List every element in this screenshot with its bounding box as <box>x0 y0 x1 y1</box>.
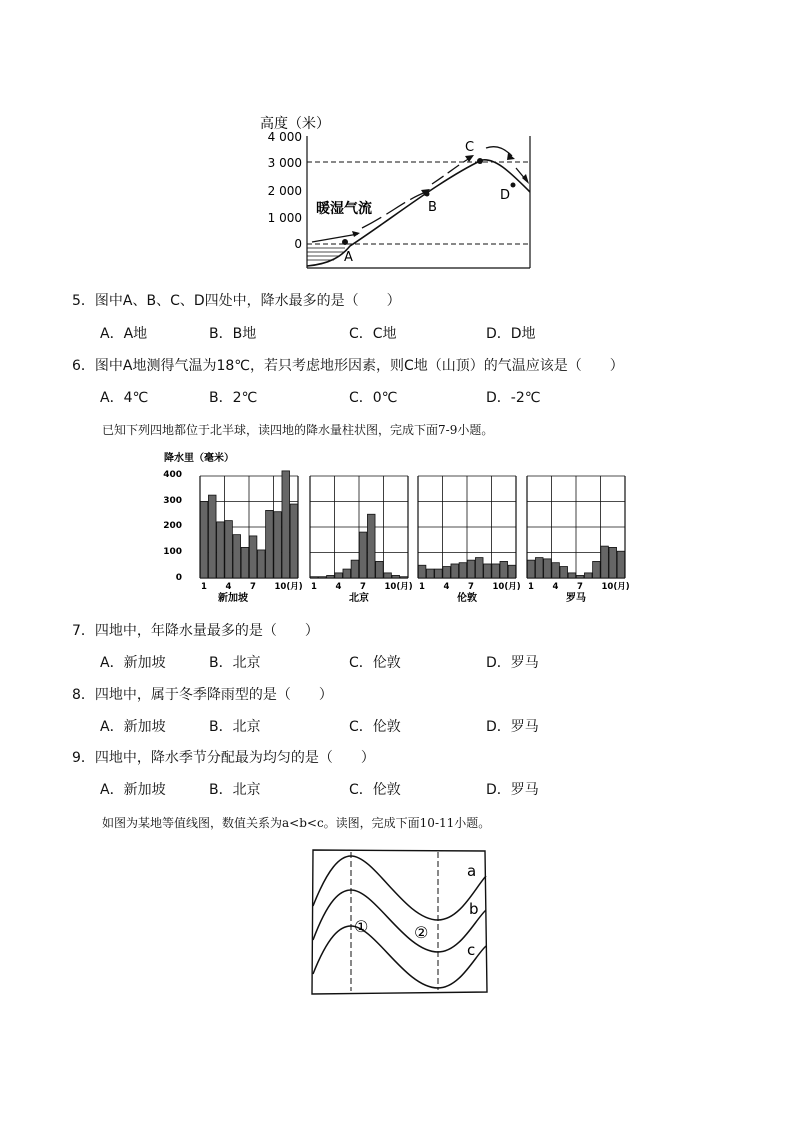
bar-1-month-3 <box>217 522 225 578</box>
q6-option-a[interactable]: A．4℃ <box>100 390 149 406</box>
isoline-c <box>313 926 486 988</box>
bar-1-month-10 <box>274 512 282 578</box>
point-c: C <box>465 140 475 155</box>
bar-4-month-2 <box>535 558 543 578</box>
bar-2-month-5 <box>343 569 351 578</box>
bar-2-month-10 <box>384 573 392 578</box>
q9-option-c[interactable]: C．伦敦 <box>349 782 401 798</box>
q9-option-b[interactable]: B．北京 <box>209 782 261 798</box>
intro-10-11: 如图为某地等值线图，数值关系为a<b<c。读图，完成下面10-11小题。 <box>102 816 491 830</box>
bar-3-month-2 <box>426 569 434 578</box>
ytick-0: 0 <box>294 237 302 251</box>
question-6: 6．图中A地测得气温为18℃，若只考虑地形因素，则C地（山顶）的气温应该是（ ） <box>72 358 624 374</box>
bar-1-month-7 <box>249 536 257 578</box>
xtick-1-4: 10(月) <box>274 582 303 592</box>
question-5: 5．图中A、B、C、D四处中，降水最多的是（ ） <box>72 293 401 309</box>
terrain-diagram <box>250 110 540 275</box>
bar-4-month-1 <box>527 560 535 578</box>
q8-option-c[interactable]: C．伦敦 <box>349 719 401 735</box>
isoline-a <box>313 856 486 920</box>
bar-1-month-11 <box>282 471 290 578</box>
xtick-1-2: 4 <box>225 582 232 592</box>
ytick-200: 200 <box>163 521 182 531</box>
sea-hatch <box>307 248 345 260</box>
bar-3-month-10 <box>492 564 500 578</box>
q8-option-d[interactable]: D．罗马 <box>486 719 539 735</box>
panel-3 <box>418 476 521 604</box>
point-a: A <box>344 250 353 265</box>
bar-2-month-3 <box>327 575 335 578</box>
bar-2-month-7 <box>359 532 367 578</box>
q7-option-b[interactable]: B．北京 <box>209 655 261 671</box>
bar-4-month-4 <box>552 563 560 578</box>
xtick-2-3: 7 <box>360 582 366 592</box>
ytick-3000: 3 000 <box>267 156 302 170</box>
question-9: 9．四地中，降水季节分配最为均匀的是（ ） <box>72 750 375 766</box>
ytick-300: 300 <box>163 496 182 506</box>
bar-3-month-9 <box>484 564 492 578</box>
q9-option-a[interactable]: A．新加坡 <box>100 782 166 798</box>
xtick-4-1: 1 <box>528 582 534 592</box>
altitude-axis-label: 高度（米） <box>260 116 330 132</box>
q5-option-c[interactable]: C．C地 <box>349 326 397 342</box>
q5-option-d[interactable]: D．D地 <box>486 326 536 342</box>
bar-4-month-7 <box>576 575 584 578</box>
xtick-4-3: 7 <box>577 582 583 592</box>
marker-1: ① <box>354 917 369 936</box>
bar-1-month-5 <box>233 535 241 578</box>
xtick-4-4: 10(月) <box>601 582 630 592</box>
bar-1-month-6 <box>241 547 249 578</box>
xtick-1-3: 7 <box>250 582 256 592</box>
bar-3-month-5 <box>451 564 459 578</box>
panel-4 <box>527 476 630 604</box>
q7-option-c[interactable]: C．伦敦 <box>349 655 401 671</box>
bar-3-month-7 <box>467 560 475 578</box>
q6-option-b[interactable]: B．2℃ <box>209 390 258 406</box>
bar-1-month-12 <box>290 504 298 578</box>
bar-3-month-12 <box>508 565 516 578</box>
bar-1-month-4 <box>225 521 233 578</box>
ytick-2000: 2 000 <box>267 184 302 198</box>
xtick-3-3: 7 <box>468 582 474 592</box>
panel-2 <box>310 476 413 604</box>
label-b: b <box>469 900 479 918</box>
xtick-2-1: 1 <box>311 582 317 592</box>
precipitation-bar-charts <box>160 448 640 608</box>
q5-option-b[interactable]: B．B地 <box>209 326 257 342</box>
q7-option-d[interactable]: D．罗马 <box>486 655 539 671</box>
ytick-0: 0 <box>175 573 182 583</box>
bar-1-month-1 <box>200 502 208 579</box>
xtick-2-4: 10(月) <box>384 582 413 592</box>
bar-3-month-1 <box>418 565 426 578</box>
xtick-2-2: 4 <box>335 582 342 592</box>
point-b: B <box>428 200 437 215</box>
bar-4-month-11 <box>609 547 617 578</box>
ytick-4000: 4 000 <box>267 130 302 144</box>
label-c: c <box>467 941 476 959</box>
bar-2-month-4 <box>335 573 343 578</box>
bar-2-month-2 <box>318 577 326 578</box>
bar-4-month-10 <box>601 546 609 578</box>
xtick-4-2: 4 <box>552 582 559 592</box>
q8-option-a[interactable]: A．新加坡 <box>100 719 166 735</box>
city-label-4: 罗马 <box>566 593 586 604</box>
city-label-1: 新加坡 <box>218 593 248 604</box>
point-d: D <box>500 188 511 203</box>
xtick-3-1: 1 <box>419 582 425 592</box>
precip-axis-label: 降水里（毫米） <box>164 453 234 464</box>
bar-1-month-9 <box>266 510 274 578</box>
bar-2-month-1 <box>310 577 318 578</box>
bar-3-month-8 <box>475 558 483 578</box>
question-8: 8．四地中，属于冬季降雨型的是（ ） <box>72 687 333 703</box>
bar-4-month-8 <box>584 573 592 578</box>
ytick-400: 400 <box>163 470 182 480</box>
q7-option-a[interactable]: A．新加坡 <box>100 655 166 671</box>
xtick-1-1: 1 <box>201 582 207 592</box>
label-a: a <box>467 862 477 880</box>
xtick-3-2: 4 <box>443 582 450 592</box>
bar-2-month-8 <box>367 514 375 578</box>
bar-4-month-6 <box>568 573 576 578</box>
question-7: 7．四地中，年降水量最多的是（ ） <box>72 623 319 639</box>
bar-1-month-2 <box>208 495 216 578</box>
q8-option-b[interactable]: B．北京 <box>209 719 261 735</box>
q5-option-a[interactable]: A．A地 <box>100 326 148 342</box>
q9-option-d[interactable]: D．罗马 <box>486 782 539 798</box>
panel-1 <box>200 471 303 604</box>
isoline-map <box>310 848 490 998</box>
bar-3-month-11 <box>500 561 508 578</box>
bar-3-month-4 <box>443 567 451 578</box>
city-label-2: 北京 <box>349 593 369 604</box>
bar-4-month-9 <box>593 561 601 578</box>
bar-4-month-5 <box>560 567 568 578</box>
isoline-b <box>313 890 486 952</box>
marker-2: ② <box>414 923 429 942</box>
bar-2-month-11 <box>392 575 400 578</box>
bar-1-month-8 <box>257 550 265 578</box>
bar-4-month-3 <box>544 559 552 578</box>
bar-2-month-6 <box>351 560 359 578</box>
q6-option-c[interactable]: C．0℃ <box>349 390 398 406</box>
bar-2-month-9 <box>376 561 384 578</box>
warm-moist-airflow-label: 暖湿气流 <box>316 201 372 217</box>
bar-4-month-12 <box>617 551 625 578</box>
intro-7-9: 已知下列四地都位于北半球，读四地的降水量柱状图，完成下面7-9小题。 <box>102 423 494 437</box>
bar-2-month-12 <box>400 577 408 578</box>
ytick-100: 100 <box>163 547 182 557</box>
city-label-3: 伦敦 <box>457 593 477 604</box>
bar-3-month-3 <box>435 569 443 578</box>
ytick-1000: 1 000 <box>267 211 302 225</box>
bar-3-month-6 <box>459 563 467 578</box>
xtick-3-4: 10(月) <box>492 582 521 592</box>
q6-option-d[interactable]: D．-2℃ <box>486 390 541 406</box>
